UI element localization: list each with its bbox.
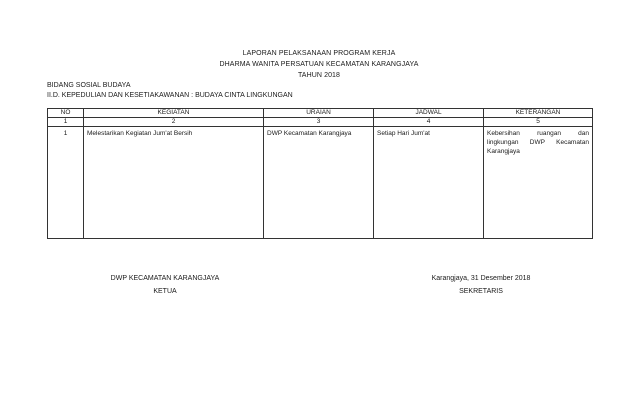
header-keterangan: KETERANGAN: [484, 109, 593, 118]
column-number: 1: [48, 118, 84, 127]
report-title: LAPORAN PELAKSANAAN PROGRAM KERJA: [242, 50, 396, 57]
organization-title: DHARMA WANITA PERSATUAN KECAMATAN KARANGJAYA: [219, 61, 419, 68]
cell-no: 1: [48, 127, 84, 239]
column-number: 2: [84, 118, 264, 127]
signature-block-right: [386, 272, 576, 298]
signature-place-date: Karangjaya, 31 Desember 2018: [431, 275, 531, 282]
signature-role-ketua: KETUA: [153, 288, 177, 295]
column-number: 4: [374, 118, 484, 127]
signature-organization: DWP KECAMATAN KARANGJAYA: [110, 275, 220, 282]
bidang-heading: BIDANG SOSIAL BUDAYA: [47, 82, 131, 89]
header-uraian: URAIAN: [264, 109, 374, 118]
section-headings: [47, 81, 293, 101]
signature-block-left: [70, 272, 260, 298]
column-number: 5: [484, 118, 593, 127]
column-number: 3: [264, 118, 374, 127]
report-year: TAHUN 2018: [297, 72, 341, 79]
table-header-row: [48, 109, 593, 118]
cell-keterangan: Kebersihan ruangan dan lingkungan DWP Kecamatan Karangjaya: [484, 127, 593, 239]
cell-uraian: DWP Kecamatan Karangjaya: [264, 127, 374, 239]
signature-role-sekretaris: SEKRETARIS: [459, 288, 503, 295]
cell-kegiatan: Melestarikan Kegiatan Jum'at Bersih: [84, 127, 264, 239]
header-kegiatan: KEGIATAN: [84, 109, 264, 118]
report-table: [47, 108, 593, 239]
report-title-block: [0, 48, 638, 81]
table-row: [48, 127, 593, 239]
header-no: NO: [48, 109, 84, 118]
header-jadwal: JADWAL: [374, 109, 484, 118]
column-number-row: [48, 118, 593, 127]
program-heading: II.D. KEPEDULIAN DAN KESETIAKAWANAN : BUDAYA CINTA LINGKUNGAN: [47, 92, 293, 99]
cell-jadwal: Setiap Hari Jum'at: [374, 127, 484, 239]
